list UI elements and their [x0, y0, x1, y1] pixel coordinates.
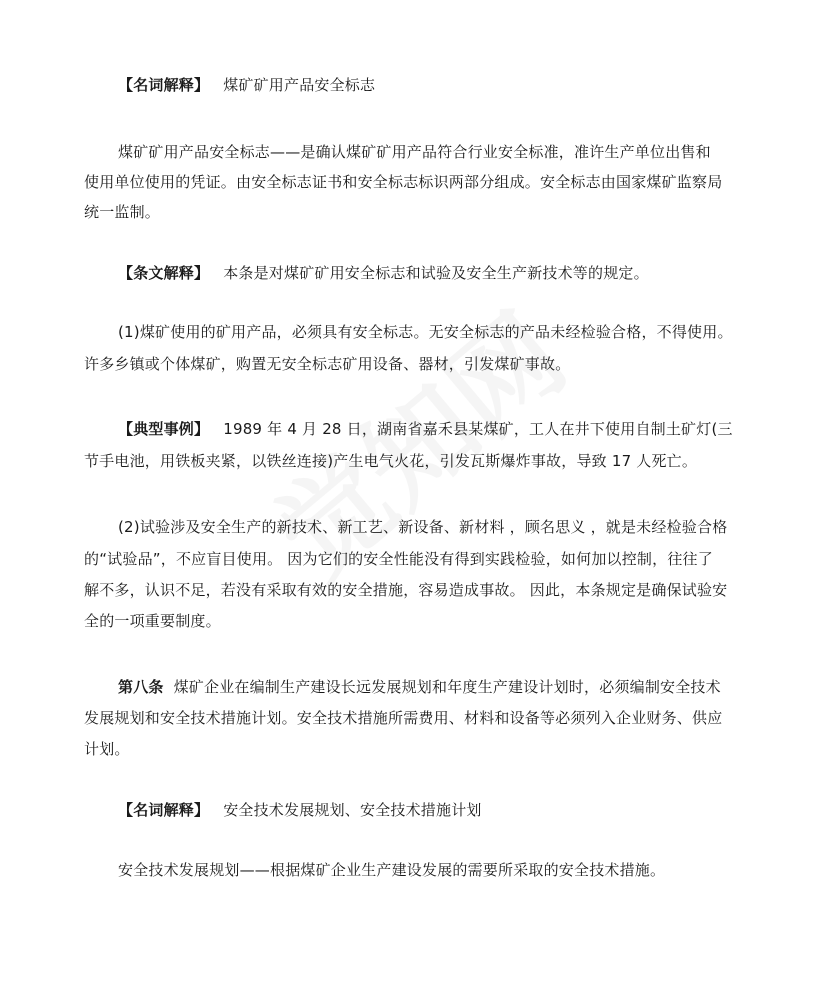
article-line: 发展规划和安全技术措施计划。安全技术措施所需费用、材料和设备等必须列入企业财务、供应 [84, 709, 723, 727]
item-line: 全的一项重要制度。 [84, 612, 221, 630]
definition-line: 煤矿矿用产品安全标志——是确认煤矿矿用产品符合行业安全标准，准许生产单位出售和 [118, 143, 711, 161]
item-line: 的“试验品”，不应盲目使用。 因为它们的安全性能没有得到实践检验，如何加以控制，往往了 [84, 550, 713, 568]
case-text: 1989 年 4 月 28 日，湖南省嘉禾县某煤矿，工人在井下使用自制土矿灯(三 [223, 420, 733, 438]
item-line: (1)煤矿使用的矿用产品，必须具有安全标志。无安全标志的产品未经检验合格，不得使用。 [118, 323, 733, 341]
article-heading [118, 677, 721, 697]
definition-line: 安全技术发展规划——根据煤矿企业生产建设发展的需要所采取的安全技术措施。 [118, 861, 666, 879]
item-line: (2)试验涉及安全生产的新技术、新工艺、新设备、新材料 ，顾名思义 ，就是未经检验合格 [118, 518, 728, 536]
article-line: 计划。 [84, 740, 130, 758]
item-line: 解不多，认识不足，若没有采取有效的安全措施，容易造成事故。 因此，本条规定是确保试验安 [84, 581, 728, 599]
term-title: 煤矿矿用产品安全标志 [223, 76, 376, 94]
case-heading [118, 419, 733, 439]
case-line: 节手电池，用铁板夹紧，以铁丝连接)产生电气火花，引发瓦斯爆炸事故，导致 17 人死亡。 [84, 452, 698, 470]
definition-line: 使用单位使用的凭证。由安全标志证书和安全标志标识两部分组成。安全标志由国家煤矿监察局 [84, 173, 723, 191]
term-heading-2 [118, 800, 482, 820]
term-heading-1 [118, 75, 375, 95]
term-tag: 【名词解释】 [118, 801, 210, 819]
clause-heading [118, 263, 649, 283]
definition-line: 统一监制。 [84, 203, 161, 221]
item-line: 许多乡镇或个体煤矿，购置无安全标志矿用设备、器材，引发煤矿事故。 [84, 355, 571, 373]
article-text: 煤矿企业在编制生产建设长远发展规划和年度生产建设计划时，必须编制安全技术 [173, 678, 721, 696]
term-tag: 【名词解释】 [118, 76, 210, 94]
clause-text: 本条是对煤矿矿用安全标志和试验及安全生产新技术等的规定。 [223, 264, 649, 282]
clause-tag: 【条文解释】 [118, 264, 210, 282]
article-tag: 第八条 [118, 678, 164, 696]
case-tag: 【典型事例】 [118, 420, 210, 438]
term-title: 安全技术发展规划、安全技术措施计划 [223, 801, 482, 819]
